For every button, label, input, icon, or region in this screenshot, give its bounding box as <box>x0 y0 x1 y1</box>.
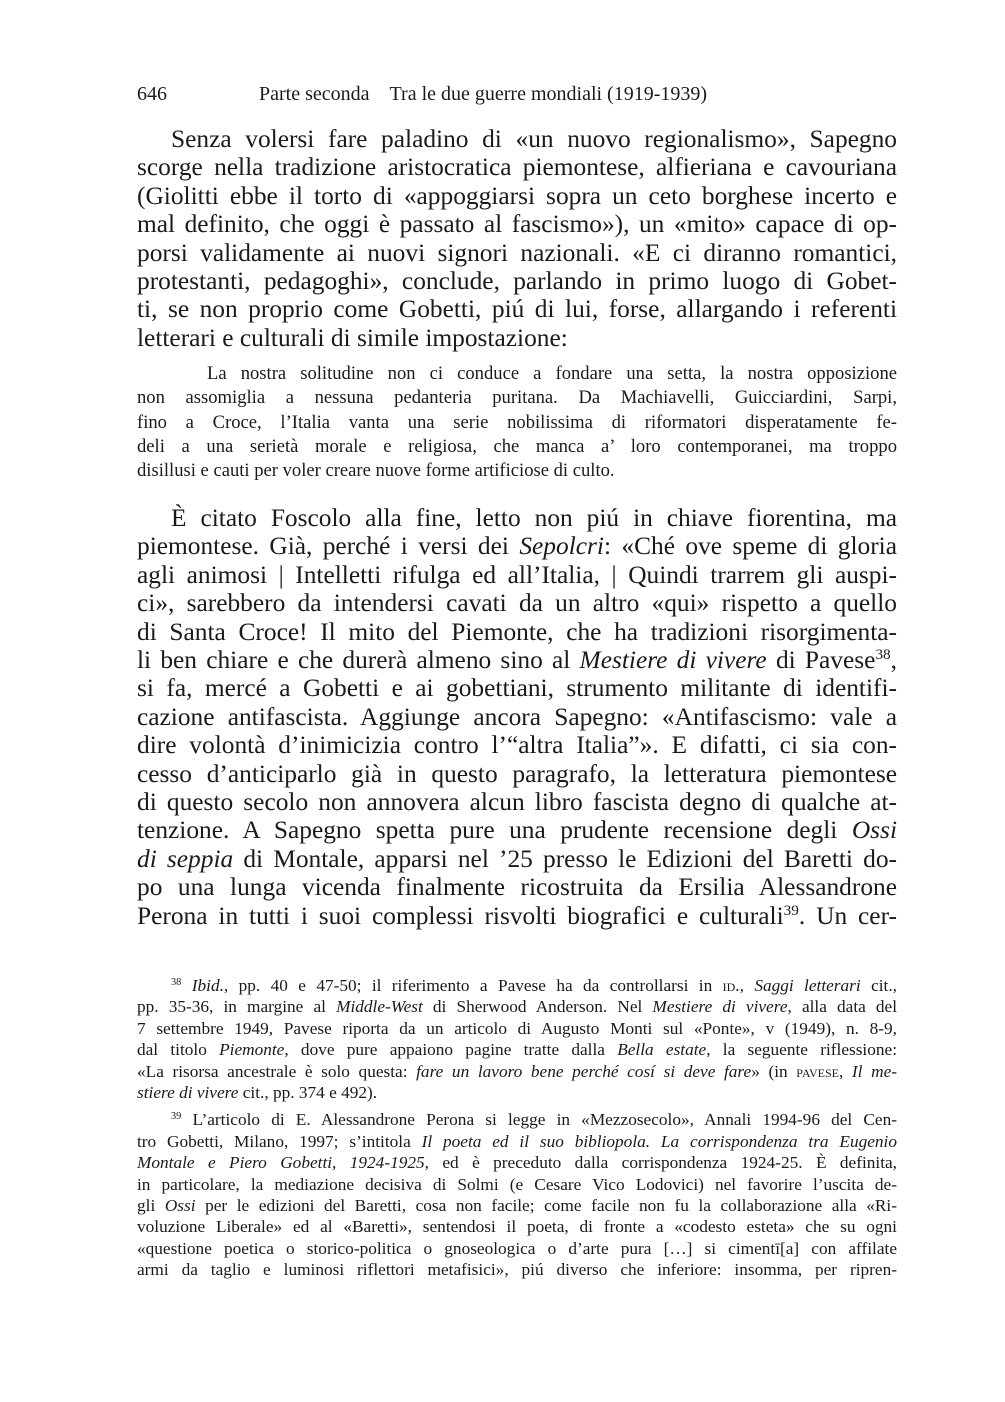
footnote-39-line <box>137 1131 897 1152</box>
text-line: letterari e culturali di simile impostazione: <box>137 323 568 352</box>
quote-line: disillusi e cauti per voler creare nuove forme artificiose di culto. <box>137 460 615 482</box>
text-line: mal definito, che oggi è passato al fascismo»), un «mito» capace di op- <box>137 210 897 239</box>
text-line: cazione antifascista. Aggiunge ancora Sapegno: «Antifascismo: vale a <box>137 702 897 731</box>
footnote-38-line <box>137 1039 897 1060</box>
footnote-ref[interactable]: 39 <box>783 901 799 919</box>
text-run: Ibid. <box>191 976 224 995</box>
italic-title: di seppia <box>137 844 234 873</box>
text-line: cesso d’anticiparlo già in questo paragrafo, la letteratura piemontese <box>137 759 897 788</box>
footnote-38-line <box>137 1061 897 1082</box>
paragraph-1 <box>137 125 897 352</box>
text-line: ti, se non proprio come Gobetti, piú di lui, forse, allargando i referenti <box>137 295 897 324</box>
text-run: pp. 35-36, in margine al <box>137 997 337 1017</box>
text-run: , <box>890 646 898 675</box>
text-run: . Un cer- <box>798 901 897 930</box>
text-run: gli <box>137 1196 165 1216</box>
text-line: ci», sarebbero da intendersi cavati da un altro «qui» rispetto a quello <box>137 589 897 618</box>
footnote-number: 38 <box>171 976 182 988</box>
text-line: si fa, mercé a Gobetti e ai gobettiani, strumento militante di identifi- <box>137 674 897 703</box>
text-run: , <box>739 976 755 995</box>
text-run: Bella estate <box>617 1040 707 1060</box>
text-line: Senza volersi fare paladino di «un nuovo regionalismo», Sapegno <box>171 125 897 153</box>
footnote-39-line: in particolare, la mediazione decisiva di Solmi (e Cesare Vico Lodovici) nel favorire l’uscita de- <box>137 1174 897 1194</box>
text-run: , la seguente riflessione: <box>706 1040 897 1060</box>
text-line: di questo secolo non annovera alcun libro fascista degno di qualche at- <box>137 788 897 817</box>
text-line: È citato Foscolo alla fine, letto non piú in chiave fiorentina, ma <box>171 504 897 532</box>
header-section: Tra le due guerre mondiali (1919-1939) <box>389 83 708 105</box>
text-run: Ossi <box>164 1196 196 1216</box>
page-number: 646 <box>137 83 167 105</box>
text-run: cit., <box>860 976 897 995</box>
footnote-39-line: voluzione Liberale» ed al «Baretti», sentendosi il poeta, di fronte a «codesto esteta» che su ogni <box>137 1217 897 1237</box>
italic-title: Mestiere di vivere <box>579 646 767 675</box>
text-run: Montale e Piero Gobetti, 1924-1925 <box>137 1153 425 1173</box>
italic-title: Ossi <box>851 816 897 845</box>
footnote-38-line <box>137 975 897 996</box>
text-line: di Santa Croce! Il mito del Piemonte, che ha tradizioni risorgimenta- <box>137 617 897 646</box>
footnote-38-line <box>137 1082 897 1103</box>
quote-line: fino a Croce, l’Italia vanta una serie nobilissima di riformatori disperatamente fe- <box>137 411 897 433</box>
text-line: po una lunga vicenda finalmente ricostruita da Ersilia Alessandrone <box>137 873 897 902</box>
text-line <box>137 902 897 930</box>
text-run: tenzione. A Sapegno spetta pure una prudente recensione degli <box>137 816 852 845</box>
text-run: id. <box>722 976 740 995</box>
quote-line: La nostra solitudine non ci conduce a fondare una setta, la nostra opposizione <box>207 363 897 384</box>
running-header <box>137 82 897 106</box>
footnote-39-line <box>137 1109 897 1130</box>
text-run: , alla data del <box>787 997 898 1017</box>
footnote-39-line <box>137 1152 897 1173</box>
text-run: : «Ché ove speme di gloria <box>603 532 897 561</box>
text-run: L’articolo di E. Alessandrone Perona si legge in «Mezzosecolo», Annali 1994-96 del Cen- <box>181 1110 897 1130</box>
text-run: Perona in tutti i suoi complessi risvolti biografici e culturali <box>137 901 784 930</box>
text-run: Piemonte <box>219 1040 285 1060</box>
text-run: Middle-West <box>336 997 423 1017</box>
text-line <box>137 646 897 674</box>
footnote-ref[interactable]: 38 <box>875 645 891 663</box>
text-run: » (in <box>751 1061 797 1081</box>
text-line: scorge nella tradizione aristocratica piemontese, alfieriana e cavouriana <box>137 153 897 182</box>
quote-line: deli a una serietà morale e religiosa, che manca a’ loro contemporanei, ma troppo <box>137 435 897 457</box>
text-run: di Montale, apparsi nel ’25 presso le Edizioni del Baretti do- <box>233 844 897 873</box>
text-line: protestanti, pedagoghi», conclude, parlando in primo luogo di Gobet- <box>137 267 897 296</box>
text-run: , ed è preceduto dalla corrispondenza 1924-25. È definita, <box>424 1153 897 1173</box>
footnote-39-line <box>137 1195 897 1216</box>
text-run: Saggi letterari <box>754 976 861 995</box>
text-line: porsi validamente ai nuovi signori nazionali. «E ci diranno romantici, <box>137 238 897 267</box>
block-quote <box>137 362 897 483</box>
text-line <box>137 845 897 873</box>
text-line <box>137 532 897 560</box>
text-run: di Sherwood Anderson. Nel <box>422 997 653 1017</box>
text-run: Il poeta ed il suo bibliopola. La corrispondenza tra Eugenio <box>421 1131 897 1151</box>
text-run: di Pavese <box>766 646 876 675</box>
text-line: agli animosi | Intelletti rifulga ed all’Italia, | Quindi trarrem gli auspi- <box>137 560 897 589</box>
text-run: «La risorsa ancestrale è solo questa: <box>137 1061 417 1081</box>
text-run: dal titolo <box>137 1040 220 1060</box>
footnote-38-line: 7 settembre 1949, Pavese riporta da un articolo di Augusto Monti sul «Ponte», v (1949), n. 8-9, <box>137 1018 897 1038</box>
footnote-38-line <box>137 996 897 1017</box>
text-run: li ben chiare e che durerà almeno sino al <box>137 646 580 675</box>
text-run: , dove pure appaiono pagine tratte dalla <box>284 1040 618 1060</box>
text-line: dire volontà d’inimicizia contro l’“altra Italia”». E difatti, ci sia con- <box>137 731 897 760</box>
text-run: , pp. 40 e 47-50; il riferimento a Pavese ha da controllarsi in <box>223 976 723 995</box>
text-run: stiere di vivere <box>137 1083 239 1103</box>
text-line <box>137 816 897 844</box>
quote-line: non assomiglia a nessuna pedanteria puritana. Da Machiavelli, Guicciardini, Sarpi, <box>137 387 897 409</box>
italic-title: Sepolcri <box>519 532 604 561</box>
footnote-39-line: «questione poetica o storico-politica o gnoseologica o d’arte pura […] si cimentī[a] con affilate <box>137 1238 897 1258</box>
text-run: piemontese. Già, perché i versi dei <box>137 532 520 561</box>
text-run: tro Gobetti, Milano, 1997; s’intitola <box>137 1131 422 1151</box>
header-part: Parte seconda <box>259 83 370 105</box>
text-run: Il me- <box>851 1061 897 1081</box>
text-run: per le edizioni del Baretti, cosa non facile; come facile non fu la collaborazione alla «Ri- <box>195 1196 897 1216</box>
text-run: , <box>838 1061 852 1081</box>
paragraph-2 <box>137 504 897 930</box>
footnotes <box>137 975 897 1281</box>
text-line: (Giolitti ebbe il torto di «appoggiarsi sopra un ceto borghese incerto e <box>137 181 897 210</box>
text-run: fare un lavoro bene perché cosí si deve fare <box>416 1061 752 1081</box>
text-run: cit., pp. 374 e 492). <box>238 1083 378 1103</box>
footnote-number: 39 <box>171 1111 182 1123</box>
text-run: pavese <box>796 1061 839 1081</box>
text-run: Mestiere di vivere <box>652 997 788 1017</box>
footnote-39-line: armi da taglio e luminosi riflettori metafisici», piú diverso che inferiore: insomma, per ripren- <box>137 1260 897 1280</box>
